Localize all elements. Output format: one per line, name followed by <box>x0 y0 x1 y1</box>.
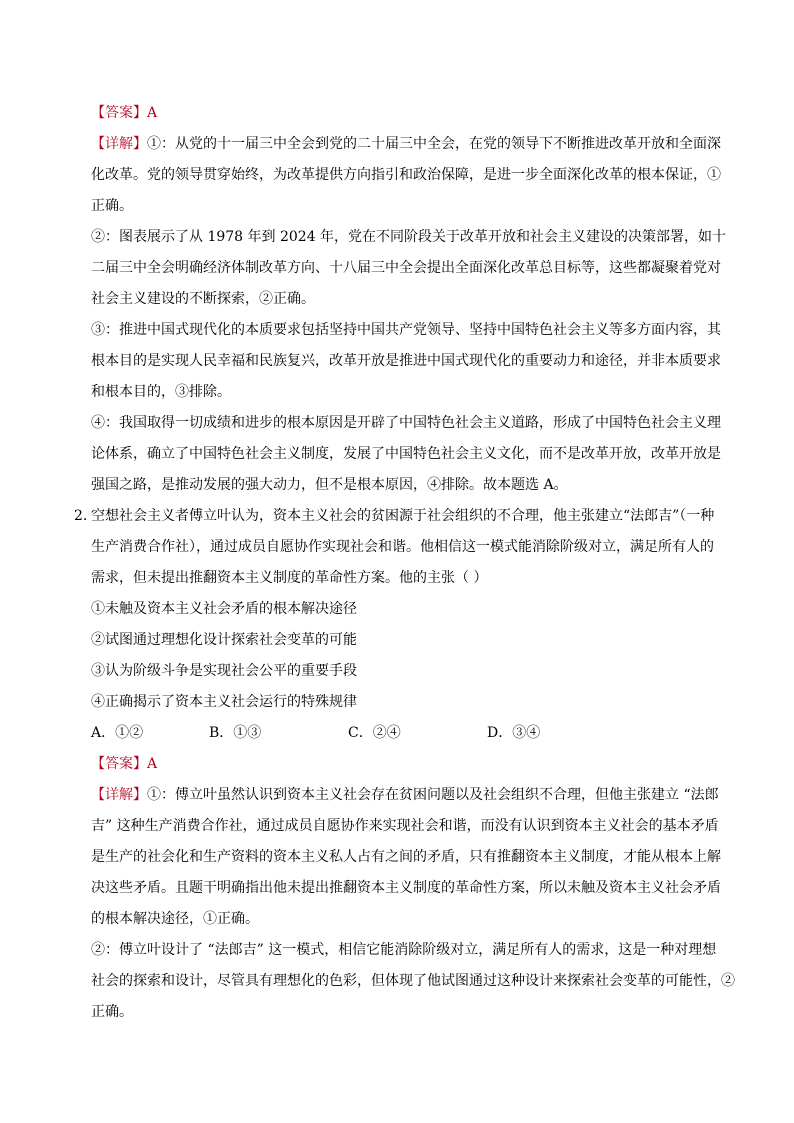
q2-detail-p1 <box>91 780 731 935</box>
q1-detail-tag: 【详解】 <box>91 136 147 152</box>
q1-p4-line3: 强国之路，是推动发展的强大动力，但不是根本原因，④排除。故本题选 A。 <box>91 477 568 493</box>
q2-stem-line2: 生产消费合作社），通过成员自愿协作实现社会和谐。他相信这一模式能消除阶级对立，满足所有人的 <box>91 539 714 555</box>
q2-items <box>91 594 731 718</box>
q2-stem-line1: 空想社会主义者傅立叶认为，资本主义社会的贫困源于社会组织的不合理，他主张建立“法郎吉”（一种 <box>91 508 715 524</box>
q1-answer-tag: 【答案】A <box>91 105 158 121</box>
q2-item-2: ②试图通过理想化设计探索社会变革的可能 <box>91 632 357 648</box>
q2-answer-line <box>91 749 731 780</box>
q1-p1-line1: ①：从党的十一届三中全会到党的二十届三中全会，在党的领导下不断推进改革开放和全面深 <box>147 136 721 152</box>
q2-option-d[interactable]: D．③④ <box>487 725 541 741</box>
q2-p1-line1: ①：傅立叶虽然认识到资本主义社会存在贫困问题以及社会组织不合理，但他主张建立 “法郎 <box>147 787 719 803</box>
q2-stem <box>91 501 731 594</box>
q2-item-3: ③认为阶级斗争是实现社会公平的重要手段 <box>91 663 357 679</box>
q1-p4-line2: 论体系，确立了中国特色社会主义制度，发展了中国特色社会主义文化，而不是改革开放，改革开放是 <box>91 446 721 462</box>
q1-detail-p2 <box>91 222 731 315</box>
q2-options <box>91 718 540 749</box>
q2-option-b[interactable]: B．①③ <box>209 725 262 741</box>
q1-answer-line <box>91 98 731 129</box>
q1-p3-line3: 和根本目的，③排除。 <box>91 384 231 400</box>
q2-p2-line3: 正确。 <box>91 1004 133 1020</box>
q1-p3-line1: ③：推进中国式现代化的本质要求包括坚持中国共产党领导、坚持中国特色社会主义等多方面内容，其 <box>91 322 721 338</box>
q1-detail-p1 <box>91 129 731 222</box>
q2-stem-line3: 需求，但未提出推翻资本主义制度的革命性方案。他的主张（ ） <box>91 570 488 586</box>
q1-p2-line3: 社会主义建设的不断探索，②正确。 <box>91 291 315 307</box>
q1-p3-line2: 根本目的是实现人民幸福和民族复兴，改革开放是推进中国式现代化的重要动力和途径，并非本质要求 <box>91 353 721 369</box>
q2-detail-p2 <box>91 935 735 1028</box>
q2-p2-line2: 社会的探索和设计，尽管具有理想化的色彩，但体现了他试图通过这种设计来探索社会变革的可能性，② <box>91 973 735 989</box>
q2-option-c[interactable]: C．②④ <box>348 725 401 741</box>
q2-p1-line4: 决这些矛盾。且题干明确指出他未提出推翻资本主义制度的革命性方案，所以未触及资本主义社会矛盾 <box>91 880 721 896</box>
q2-p1-line2: 吉” 这种生产消费合作社，通过成员自愿协作来实现社会和谐，而没有认识到资本主义社会的基本矛盾 <box>91 818 719 834</box>
q1-p1-line3: 正确。 <box>91 198 133 214</box>
q2-answer-tag: 【答案】A <box>91 756 158 772</box>
q1-detail-p3 <box>91 315 731 408</box>
q1-p2-line1: ②：图表展示了从 1978 年到 2024 年，党在不同阶段关于改革开放和社会主义建设的决策部署，如十 <box>91 229 727 245</box>
q2-p1-line3: 是生产的社会化和生产资料的资本主义私人占有之间的矛盾，只有推翻资本主义制度，才能从根本上解 <box>91 849 721 865</box>
q2-p2-line1: ②：傅立叶设计了 “法郎吉” 这一模式，相信它能消除阶级对立，满足所有人的需求，这是一种对理想 <box>91 942 717 958</box>
q2-option-a[interactable]: A．①② <box>91 725 144 741</box>
q2-number: 2． <box>74 508 97 524</box>
q2-item-1: ①未触及资本主义社会矛盾的根本解决途径 <box>91 601 357 617</box>
q2-detail-tag: 【详解】 <box>91 787 147 803</box>
q1-detail-p4 <box>91 408 731 501</box>
q1-p1-line2: 化改革。党的领导贯穿始终，为改革提供方向指引和政治保障，是进一步全面深化改革的根本保证，① <box>91 167 721 183</box>
q1-p2-line2: 二届三中全会明确经济体制改革方向、十八届三中全会提出全面深化改革总目标等，这些都凝聚着党对 <box>91 260 721 276</box>
q1-p4-line1: ④：我国取得一切成绩和进步的根本原因是开辟了中国特色社会主义道路，形成了中国特色社会主义理 <box>91 415 721 431</box>
q2-p1-line5: 的根本解决途径，①正确。 <box>91 911 259 927</box>
q2-item-4: ④正确揭示了资本主义社会运行的特殊规律 <box>91 694 357 710</box>
